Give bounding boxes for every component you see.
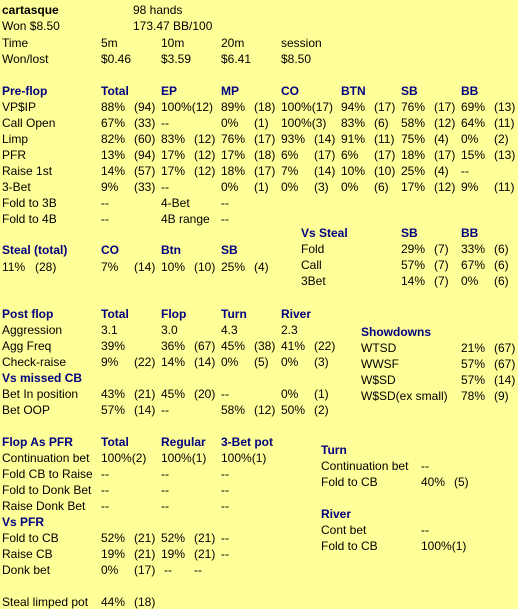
showdown-row-label: W$SD(ex small) xyxy=(361,389,448,403)
check-raise-cell: 0% xyxy=(221,355,239,369)
steal-sb-n: (4) xyxy=(254,260,269,274)
vs-pfr-total-n: (21) xyxy=(134,531,156,545)
vs-steal-sb: 57% xyxy=(401,258,426,272)
flop-pfr-row-label: Fold to Donk Bet xyxy=(2,483,92,497)
bet-in-position-cell: 45% xyxy=(161,387,186,401)
preflop-row-label: Fold to 3B xyxy=(2,196,57,210)
showdown-value: 57% xyxy=(461,373,486,387)
turn-fold-n: (5) xyxy=(454,475,469,489)
flop-pfr-3bet: -- xyxy=(221,499,229,513)
vs-pfr-3bet: -- xyxy=(194,563,202,577)
bet-in-position-cell: (1) xyxy=(314,387,329,401)
vs-steal-sb: 29% xyxy=(401,242,426,256)
preflop-cell: 64% xyxy=(461,116,486,130)
showdown-row-label: WTSD xyxy=(361,341,397,355)
wonlost-10m: $3.59 xyxy=(161,52,192,66)
steal-limped-n: (18) xyxy=(134,595,156,609)
preflop-row-label: Fold to 4B xyxy=(2,212,57,226)
vs-pfr-title: Vs PFR xyxy=(2,515,45,529)
vs-pfr-regular-n: (21) xyxy=(194,547,216,561)
bet-oop-label: Bet OOP xyxy=(2,403,51,417)
preflop-row-label: Call Open xyxy=(2,116,56,130)
vs-missed-cb-title: Vs missed CB xyxy=(2,371,83,385)
preflop-cell: 69% xyxy=(461,100,486,114)
preflop-cell: (17) xyxy=(434,100,456,114)
preflop-cell: (17) xyxy=(254,164,276,178)
agg-freq-cell: 39% xyxy=(101,339,126,353)
steal-co: 7% xyxy=(101,260,119,274)
flop-pfr-row-label: Continuation bet xyxy=(2,451,90,465)
steal-co-n: (14) xyxy=(134,260,156,274)
vs-pfr-total-n: (17) xyxy=(134,563,156,577)
time-col-5m: 5m xyxy=(101,36,118,50)
wonlost-5m: $0.46 xyxy=(101,52,132,66)
preflop-cell: (94) xyxy=(134,100,156,114)
preflop-cell: (14) xyxy=(314,132,336,146)
preflop-cell: 83% xyxy=(161,132,186,146)
check-raise-cell: 14% xyxy=(161,355,186,369)
preflop-col-total: Total xyxy=(101,84,129,98)
showdown-row-label: W$SD xyxy=(361,373,396,387)
showdowns-title: Showdowns xyxy=(361,325,431,339)
preflop-cell: 100%(17) xyxy=(281,100,334,114)
check-raise-cell: (3) xyxy=(314,355,329,369)
preflop-cell: 9% xyxy=(101,180,119,194)
steal-limped-label: Steal limped pot xyxy=(2,595,89,609)
agg-freq-label: Agg Freq xyxy=(2,339,52,353)
preflop-col-ep: EP xyxy=(161,84,178,98)
preflop-cell: (12) xyxy=(434,116,456,130)
vs-pfr-regular: 19% xyxy=(161,547,186,561)
preflop-cell: 75% xyxy=(401,132,426,146)
bet-oop-cell: -- xyxy=(161,403,169,417)
player-name: cartasque xyxy=(2,3,59,17)
vs-pfr-row-label: Raise CB xyxy=(2,547,53,561)
preflop-cell: 18% xyxy=(221,164,246,178)
steal-col-btn: Btn xyxy=(161,243,181,257)
preflop-col-mp: MP xyxy=(221,84,239,98)
preflop-row-label: 3-Bet xyxy=(2,180,31,194)
vs-pfr-row-label: Fold to CB xyxy=(2,531,59,545)
preflop-cell: (4) xyxy=(434,164,449,178)
preflop-cell: 0% xyxy=(221,116,239,130)
preflop-cell: (12) xyxy=(434,180,456,194)
steal-col-sb: SB xyxy=(221,243,238,257)
preflop-cell: 6% xyxy=(281,148,299,162)
bet-oop-cell: (14) xyxy=(134,403,156,417)
vs-steal-col-sb: SB xyxy=(401,226,418,240)
vs-steal-row-label: Call xyxy=(301,258,322,272)
flop-pfr-regular: -- xyxy=(161,483,169,497)
turn-cb-value: -- xyxy=(421,459,429,473)
steal-col-co: CO xyxy=(101,243,119,257)
preflop-cell: (1) xyxy=(254,180,269,194)
agg-freq-cell: 45% xyxy=(221,339,246,353)
preflop-cell: 88% xyxy=(101,100,126,114)
vs-steal-row-label: Fold xyxy=(301,242,325,256)
bet-oop-cell: (2) xyxy=(314,403,329,417)
vs-steal-sb-n: (7) xyxy=(434,242,449,256)
bet-in-position-cell: 0% xyxy=(281,387,299,401)
showdown-value: 21% xyxy=(461,341,486,355)
turn-title: Turn xyxy=(321,443,347,457)
preflop-cell: (3) xyxy=(314,180,329,194)
preflop-cell: 4-Bet xyxy=(161,196,190,210)
flop-pfr-total: -- xyxy=(101,499,109,513)
preflop-cell: 100%(3) xyxy=(281,116,327,130)
preflop-cell: (6) xyxy=(374,180,389,194)
preflop-title: Pre-flop xyxy=(2,84,48,98)
bet-oop-cell: 50% xyxy=(281,403,306,417)
check-raise-cell: (22) xyxy=(134,355,156,369)
flop-pfr-col-3bet: 3-Bet pot xyxy=(221,435,273,449)
preflop-cell: 25% xyxy=(401,164,426,178)
vs-steal-bb-n: (6) xyxy=(494,274,509,288)
vs-pfr-regular: -- xyxy=(164,563,172,577)
preflop-cell: (4) xyxy=(434,132,449,146)
flop-pfr-col-regular: Regular xyxy=(161,435,206,449)
preflop-cell: 67% xyxy=(101,116,126,130)
flop-pfr-title: Flop As PFR xyxy=(2,435,73,449)
vs-pfr-total: 52% xyxy=(101,531,126,545)
preflop-cell: 4B range xyxy=(161,212,210,226)
flop-pfr-row-label: Fold CB to Raise xyxy=(2,467,93,481)
vs-pfr-total-n: (21) xyxy=(134,547,156,561)
preflop-cell: (11) xyxy=(374,132,395,146)
flop-pfr-col-total: Total xyxy=(101,435,129,449)
bet-in-position-cell: (21) xyxy=(134,387,156,401)
aggression-cell: 2.3 xyxy=(281,323,298,337)
river-cb-label: Cont bet xyxy=(321,523,367,537)
preflop-cell: (33) xyxy=(134,180,156,194)
preflop-cell: -- xyxy=(221,212,229,226)
vs-pfr-total: 0% xyxy=(101,563,119,577)
vs-steal-col-bb: BB xyxy=(461,226,479,240)
vs-steal-row-label: 3Bet xyxy=(301,274,326,288)
steal-title: Steal (total) xyxy=(2,243,68,257)
preflop-cell: -- xyxy=(461,164,469,178)
preflop-cell: 91% xyxy=(341,132,366,146)
steal-total-n: (28) xyxy=(35,260,57,274)
steal-sb: 25% xyxy=(221,260,246,274)
preflop-cell: 17% xyxy=(161,148,186,162)
preflop-cell: (6) xyxy=(374,116,389,130)
preflop-cell: -- xyxy=(221,196,229,210)
flop-pfr-3bet: 100%(1) xyxy=(221,451,267,465)
preflop-cell: 17% xyxy=(221,148,246,162)
flop-pfr-regular: 100%(1) xyxy=(161,451,207,465)
preflop-cell: (60) xyxy=(134,132,156,146)
check-raise-cell: 0% xyxy=(281,355,299,369)
flop-pfr-3bet: -- xyxy=(221,483,229,497)
preflop-cell: -- xyxy=(101,196,109,210)
preflop-cell: 82% xyxy=(101,132,126,146)
river-title: River xyxy=(321,507,352,521)
vs-steal-bb: 0% xyxy=(461,274,479,288)
vs-pfr-3bet: -- xyxy=(221,547,229,561)
preflop-cell: (1) xyxy=(254,116,269,130)
preflop-cell: 18% xyxy=(401,148,426,162)
preflop-cell: 6% xyxy=(341,148,359,162)
preflop-cell: 76% xyxy=(221,132,246,146)
steal-btn-n: (10) xyxy=(194,260,216,274)
turn-fold-label: Fold to CB xyxy=(321,475,378,489)
showdown-n: (67) xyxy=(494,341,516,355)
preflop-cell: 17% xyxy=(161,164,186,178)
preflop-row-label: Raise 1st xyxy=(2,164,53,178)
preflop-cell: 0% xyxy=(341,180,359,194)
preflop-cell: (18) xyxy=(254,100,276,114)
preflop-cell: -- xyxy=(161,116,169,130)
aggression-label: Aggression xyxy=(2,323,63,337)
flop-pfr-total: -- xyxy=(101,467,109,481)
preflop-cell: (10) xyxy=(374,164,396,178)
wonlost-label: Won/lost xyxy=(2,52,49,66)
flop-pfr-row-label: Raise Donk Bet xyxy=(2,499,86,513)
steal-limped-value: 44% xyxy=(101,595,126,609)
preflop-cell: (12) xyxy=(194,148,216,162)
turn-cb-label: Continuation bet xyxy=(321,459,409,473)
preflop-cell: (2) xyxy=(494,132,509,146)
showdown-n: (14) xyxy=(494,373,516,387)
preflop-cell: (17) xyxy=(314,148,336,162)
steal-btn: 10% xyxy=(161,260,186,274)
vs-pfr-regular-n: (21) xyxy=(194,531,216,545)
bet-oop-cell: (12) xyxy=(254,403,276,417)
steal-total: 11% xyxy=(2,260,26,274)
postflop-col-flop: Flop xyxy=(161,307,187,321)
preflop-cell: (57) xyxy=(134,164,156,178)
preflop-cell: (17) xyxy=(374,148,396,162)
preflop-cell: 83% xyxy=(341,116,366,130)
preflop-cell: 100%(12) xyxy=(161,100,214,114)
time-label: Time xyxy=(2,36,29,50)
time-col-10m: 10m xyxy=(161,36,185,50)
preflop-cell: (17) xyxy=(434,148,456,162)
check-raise-cell: (5) xyxy=(254,355,269,369)
vs-pfr-total: 19% xyxy=(101,547,126,561)
preflop-cell: (17) xyxy=(374,100,396,114)
postflop-title: Post flop xyxy=(2,307,54,321)
preflop-cell: (11) xyxy=(494,180,515,194)
vs-steal-bb: 33% xyxy=(461,242,486,256)
time-col-session: session xyxy=(281,36,322,50)
agg-freq-cell: (67) xyxy=(194,339,216,353)
vs-pfr-row-label: Donk bet xyxy=(2,563,51,577)
vs-pfr-3bet: -- xyxy=(221,531,229,545)
vs-steal-bb: 67% xyxy=(461,258,486,272)
vs-steal-sb: 14% xyxy=(401,274,426,288)
preflop-cell: (17) xyxy=(254,132,276,146)
preflop-cell: 0% xyxy=(281,180,299,194)
preflop-cell: 94% xyxy=(341,100,366,114)
agg-freq-cell: (22) xyxy=(314,339,336,353)
bet-oop-cell: 58% xyxy=(221,403,246,417)
preflop-col-co: CO xyxy=(281,84,299,98)
bb-per-100: 173.47 BB/100 xyxy=(133,19,213,33)
preflop-cell: 93% xyxy=(281,132,306,146)
check-raise-label: Check-raise xyxy=(2,355,67,369)
preflop-cell: (13) xyxy=(494,100,516,114)
flop-pfr-3bet: -- xyxy=(221,467,229,481)
check-raise-cell: (14) xyxy=(194,355,216,369)
preflop-cell: (14) xyxy=(314,164,336,178)
river-cb-value: -- xyxy=(421,523,429,537)
vs-pfr-regular: 52% xyxy=(161,531,186,545)
preflop-cell: 13% xyxy=(101,148,126,162)
preflop-cell: 0% xyxy=(221,180,239,194)
preflop-cell: (94) xyxy=(134,148,156,162)
postflop-col-turn: Turn xyxy=(221,307,247,321)
preflop-cell: 9% xyxy=(461,180,479,194)
preflop-cell: 10% xyxy=(341,164,366,178)
preflop-cell: (18) xyxy=(254,148,276,162)
preflop-col-btn: BTN xyxy=(341,84,366,98)
flop-pfr-regular: -- xyxy=(161,467,169,481)
preflop-cell: 89% xyxy=(221,100,246,114)
bet-in-position-label: Bet In position xyxy=(2,387,79,401)
bet-in-position-cell: (20) xyxy=(194,387,216,401)
turn-fold-value: 40% xyxy=(421,475,446,489)
agg-freq-cell: (38) xyxy=(254,339,276,353)
preflop-cell: 7% xyxy=(281,164,299,178)
hands-count: 98 hands xyxy=(133,3,183,17)
preflop-row-label: VP$IP xyxy=(2,100,37,114)
preflop-cell: 14% xyxy=(101,164,126,178)
wonlost-20m: $6.41 xyxy=(221,52,252,66)
river-fold-value: 100%(1) xyxy=(421,539,467,553)
bet-in-position-cell: -- xyxy=(221,387,229,401)
check-raise-cell: 9% xyxy=(101,355,119,369)
preflop-cell: (12) xyxy=(194,164,216,178)
preflop-cell: (33) xyxy=(134,116,156,130)
vs-steal-bb-n: (6) xyxy=(494,242,509,256)
river-fold-label: Fold to CB xyxy=(321,539,378,553)
agg-freq-cell: 41% xyxy=(281,339,306,353)
flop-pfr-regular: -- xyxy=(161,499,169,513)
vs-steal-bb-n: (6) xyxy=(494,258,509,272)
preflop-cell: 15% xyxy=(461,148,486,162)
preflop-cell: -- xyxy=(101,212,109,226)
vs-steal-sb-n: (7) xyxy=(434,274,449,288)
vs-steal-sb-n: (7) xyxy=(434,258,449,272)
preflop-cell: -- xyxy=(161,180,169,194)
won-amount: Won $8.50 xyxy=(2,19,60,33)
preflop-col-sb: SB xyxy=(401,84,418,98)
preflop-row-label: PFR xyxy=(2,148,26,162)
showdown-row-label: WWSF xyxy=(361,357,399,371)
postflop-col-total: Total xyxy=(101,307,129,321)
wonlost-session: $8.50 xyxy=(281,52,312,66)
bet-oop-cell: 57% xyxy=(101,403,126,417)
showdown-n: (9) xyxy=(494,389,509,403)
showdown-value: 57% xyxy=(461,357,486,371)
agg-freq-cell: 36% xyxy=(161,339,186,353)
preflop-cell: (12) xyxy=(194,132,216,146)
bet-in-position-cell: 43% xyxy=(101,387,126,401)
aggression-cell: 3.1 xyxy=(101,323,118,337)
preflop-cell: (13) xyxy=(494,148,516,162)
postflop-col-river: River xyxy=(281,307,312,321)
flop-pfr-total: 100%(2) xyxy=(101,451,147,465)
preflop-cell: (11) xyxy=(494,116,515,130)
time-col-20m: 20m xyxy=(221,36,245,50)
preflop-cell: 58% xyxy=(401,116,426,130)
preflop-cell: 76% xyxy=(401,100,426,114)
aggression-cell: 3.0 xyxy=(161,323,178,337)
preflop-col-bb: BB xyxy=(461,84,479,98)
preflop-cell: 0% xyxy=(461,132,479,146)
preflop-row-label: Limp xyxy=(2,132,29,146)
vs-steal-title: Vs Steal xyxy=(301,226,348,240)
aggression-cell: 4.3 xyxy=(221,323,238,337)
showdown-n: (67) xyxy=(494,357,516,371)
preflop-cell: 17% xyxy=(401,180,426,194)
showdown-value: 78% xyxy=(461,389,486,403)
flop-pfr-total: -- xyxy=(101,483,109,497)
